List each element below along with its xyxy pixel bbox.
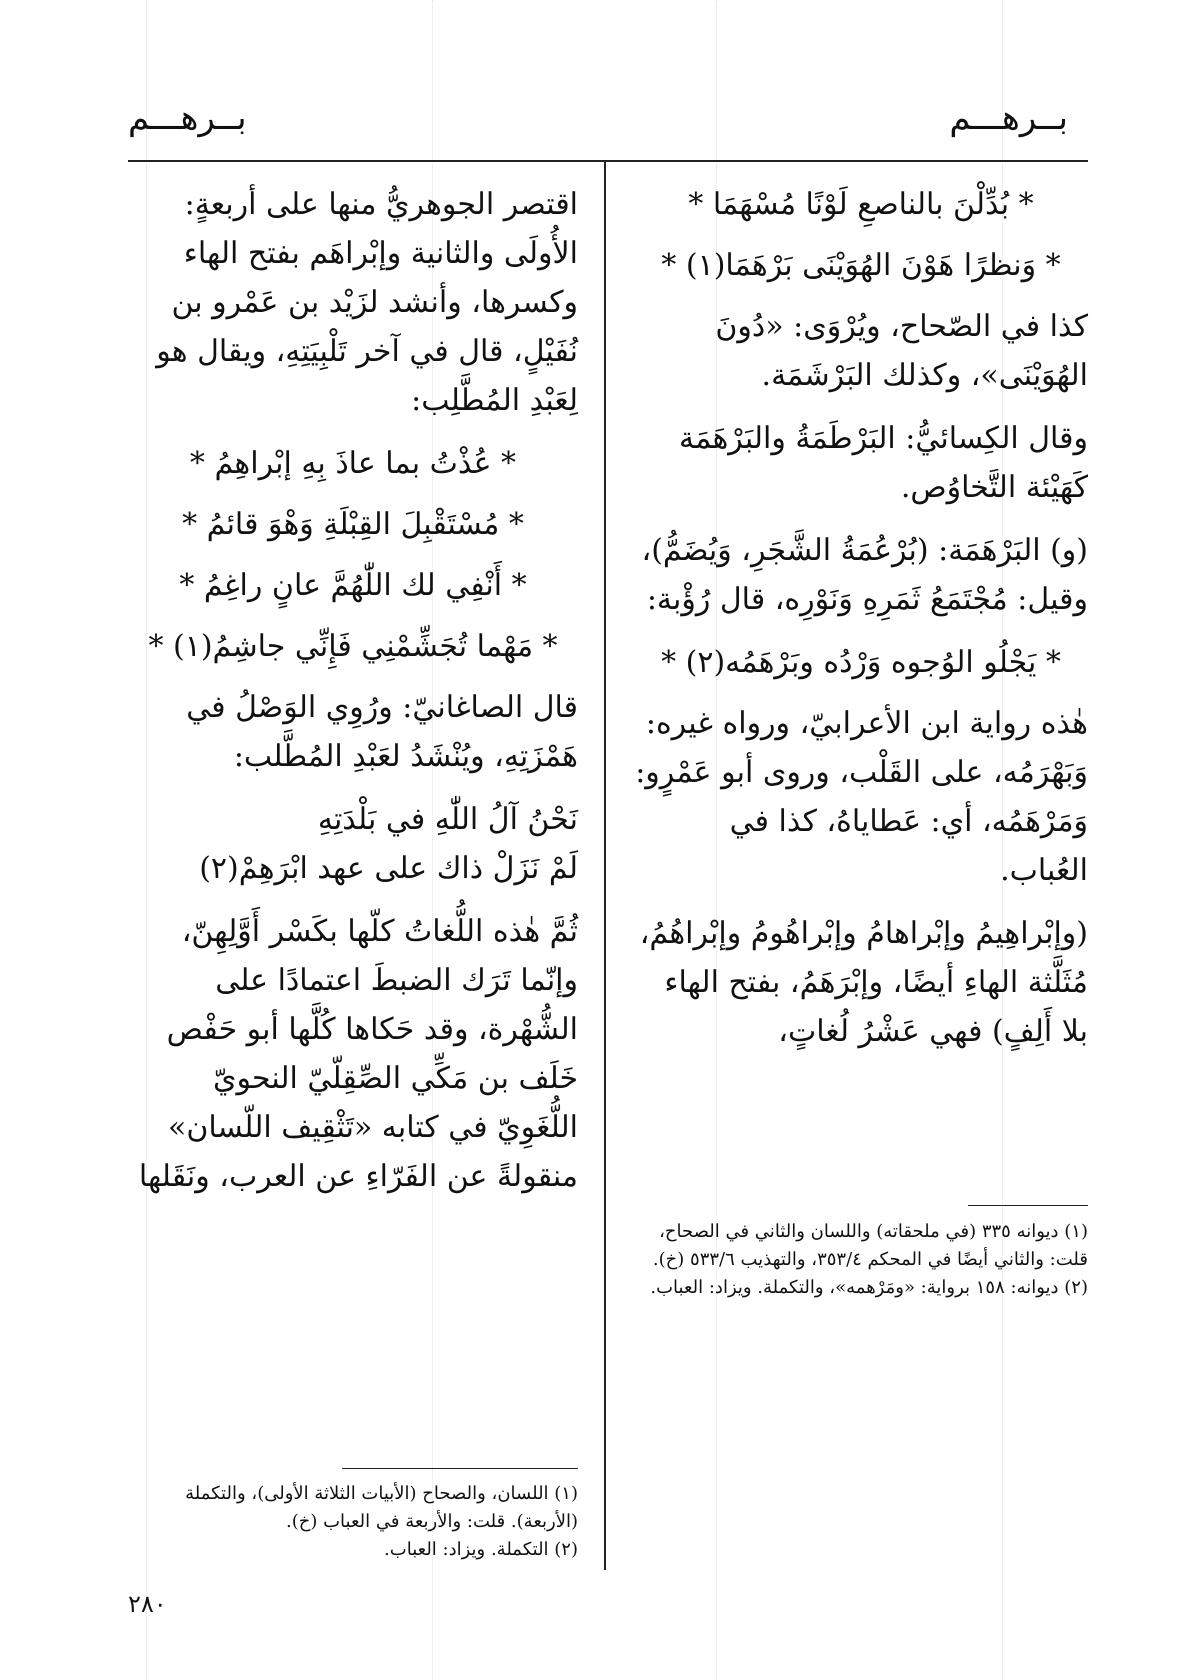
verse: * عُذْتُ بما عاذَ بِهِ إبْراهِمُ *: [189, 446, 517, 481]
footnotes-left: [128, 1480, 578, 1564]
running-header-right: بــرهـــم: [949, 98, 1068, 138]
verse: * أَنْفِي لك اللّٰهُمَّ عانٍ راغِمُ *: [179, 568, 527, 603]
paragraph: (و) البَرْهَمَة: (بُرْعُمَةُ الشَّجَرِ، وَيُضَمُّ)، وقيل: مُجْتَمَعُ ثَمَرِهِ وَنَوْرِه، قال رُؤْبة:: [641, 533, 1088, 617]
right-column: [634, 180, 1088, 1070]
paragraph: وقال الكِسائيُّ: البَرْطَمَةُ والبَرْهَمَة كَهَيْئة التَّخاوُص.: [679, 421, 1088, 505]
paragraph: كذا في الصّحاح، ويُرْوَى: «دُونَ الهُوَيْنَى»، وكذلك البَرْشَمَة.: [715, 309, 1088, 393]
verse: * وَنظرًا هَوْنَ الهُوَيْنَى بَرْهَمَا(١) *: [661, 248, 1061, 283]
footnote: (١) ديوانه ٣٣٥ (في ملحقاته) واللسان والثاني في الصحاح، قلت: والثاني أيضًا في المحكم ٣٥٣/٤، والتهذيب ٥٣٣/٦ (خ).: [652, 1221, 1088, 1270]
verse: * بُدِّلْنَ بالناصعِ لَوْنًا مُسْهَمَا *: [688, 187, 1034, 222]
verse: * مَهْما تُجَشِّمْنِي فَإِنِّي جاشِمُ(١) *: [148, 629, 558, 664]
paragraph: (وإبْراهِيمُ وإبْراهامُ وإبْراهُومُ وإبْراهُمُ، مُثَلَّثة الهاءِ أيضًا، وإبْرَهَمُ، بفتح الهاء بلا أَلِفٍ) فهي عَشْرُ لُغاتٍ،: [639, 916, 1088, 1049]
footnote: (٢) التكملة. ويزاد: العباب.: [384, 1539, 578, 1560]
paragraph: قال الصاغانيّ: ورُوِي الوَصْلُ في هَمْزَتِهِ، ويُنْشَدُ لعَبْدِ المُطَّلب:: [186, 690, 578, 774]
paragraph: هٰذه رواية ابن الأعرابيّ، ورواه غيره: وَبَهْرَمُه، على القَلْب، وروى أبو عَمْرٍو: وَمَرْهَمُه، أي: عَطاياهُ، كذا في العُباب.: [635, 706, 1088, 888]
running-header-left: بــرهـــم: [128, 98, 247, 138]
left-column: [128, 180, 578, 1215]
page-number: ٢٨٠: [128, 1590, 167, 1618]
verse: * يَجْلُو الوُجوه وَرْدُه وبَرْهَمُه(٢) *: [661, 645, 1061, 680]
footnotes-right: [634, 1218, 1088, 1302]
verse: نَحْنُ آلُ اللّٰهِ في بَلْدَتِهِ: [317, 802, 578, 837]
paragraph: اقتصر الجوهريُّ منها على أربعةٍ: الأُولَى والثانية وإبْراهَم بفتح الهاء وكسرها، وأنشد لزَيْد بن عَمْرو بن نُفَيْلٍ، قال في آخر تَلْبِيَتِهِ، ويقال هو لِعَبْدِ المُطَّلِب:: [156, 187, 578, 418]
paragraph: ثُمَّ هٰذه اللُّغاتُ كلّها بكَسْر أَوَّلِهِنّ، وإنّما تَرَك الضبطَ اعتمادًا على الشُّهْرة، وقد حَكاها كُلَّها أبو حَفْص خَلَف بن مَكِّي الصِّقِلّيّ النحويّ اللُّغَوِيّ في كتابه «تَثْقِيف اللّسان» منقولةً عن الفَرّاءِ عن العرب، ونَقَلها: [138, 914, 578, 1194]
header-rule: [128, 160, 1088, 162]
column-divider: [604, 160, 606, 1570]
footnote: (١) اللسان، والصحاح (الأبيات الثلاثة الأولى)، والتكملة (الأربعة). قلت: والأربعة في العباب (خ).: [185, 1483, 578, 1532]
footnote-rule: [968, 1205, 1088, 1206]
footnote-rule: [342, 1468, 578, 1469]
footnote: (٢) ديوانه: ١٥٨ برواية: «ومَرْهمه»، والتكملة. ويزاد: العباب.: [650, 1277, 1088, 1298]
verse: لَمْ نَزَلْ ذاك على عهد ابْرَهِمْ(٢): [199, 851, 578, 886]
verse: * مُسْتَقْبِلَ القِبْلَةِ وَهْوَ قائمُ *: [182, 507, 524, 542]
